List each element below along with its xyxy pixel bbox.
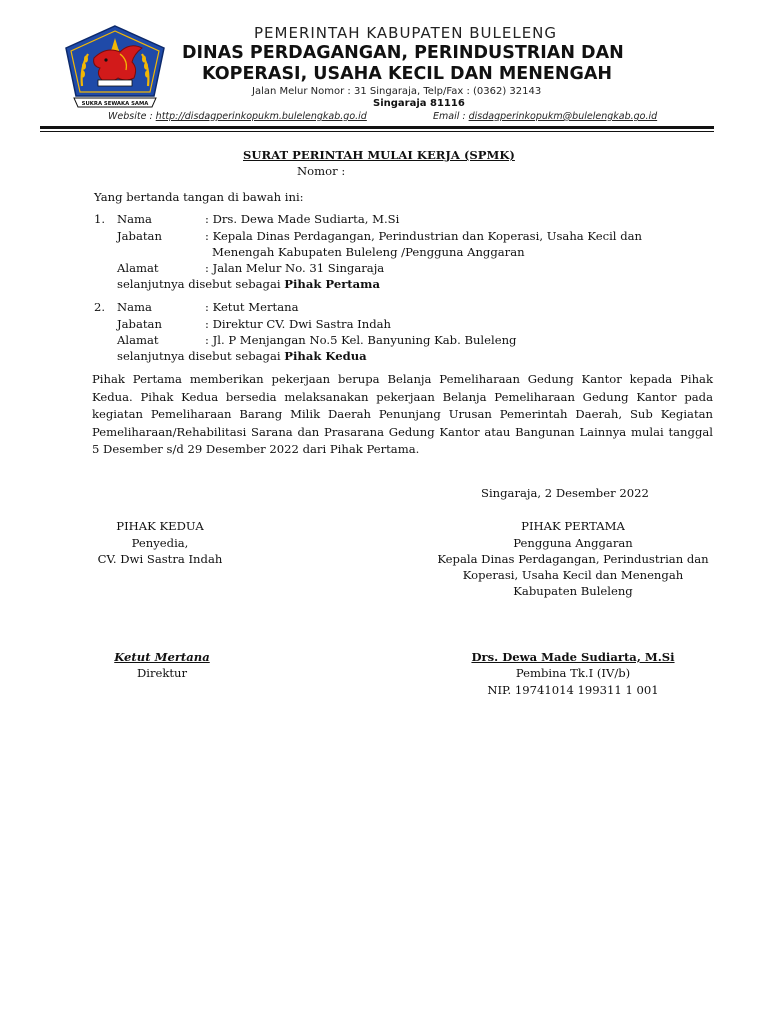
letterhead-divider-thick bbox=[40, 126, 714, 129]
party-2-address: : Jl. P Menjangan No.5 Kel. Banyuning Kab. Buleleng bbox=[205, 333, 517, 347]
buleleng-regency-emblem-icon bbox=[62, 24, 168, 110]
party-1-name: : Drs. Dewa Made Sudiarta, M.Si bbox=[205, 212, 400, 226]
party-2-position: : Direktur CV. Dwi Sastra Indah bbox=[205, 317, 392, 331]
left-signatory-title: Direktur bbox=[136, 666, 188, 680]
email-label: Email : bbox=[433, 111, 469, 122]
government-name: PEMERINTAH KABUPATEN BULELENG bbox=[254, 24, 558, 42]
left-signatory-name: Ketut Mertana bbox=[114, 650, 210, 664]
party-1-designation bbox=[117, 277, 380, 292]
letter-number: Nomor : bbox=[297, 164, 346, 178]
emblem-ribbon-text: SUKRA SEWAKA SAMA bbox=[81, 101, 149, 107]
website-label: Website : bbox=[108, 111, 156, 122]
office-address: Jalan Melur Nomor : 31 Singaraja, Telp/Fax : (0362) 32143 bbox=[252, 86, 542, 97]
party-2-designation-text: selanjutnya disebut sebagai bbox=[117, 349, 285, 363]
right-office-line-3: Kabupaten Buleleng bbox=[513, 584, 633, 598]
party-1-designation-term: Pihak Pertama bbox=[284, 277, 380, 291]
party-2-designation bbox=[117, 349, 367, 364]
right-signatory-nip: NIP. 19741014 199311 1 001 bbox=[487, 683, 659, 697]
intro-text: Yang bertanda tangan di bawah ini: bbox=[94, 190, 304, 204]
right-office-line-1: Kepala Dinas Perdagangan, Perindustrian dan bbox=[437, 552, 709, 566]
right-signatory-rank: Pembina Tk.I (IV/b) bbox=[515, 666, 631, 680]
email-line bbox=[433, 111, 657, 122]
website-link[interactable]: http://disdagperinkopukm.bulelengkab.go.id bbox=[155, 111, 367, 122]
right-party-role: Pengguna Anggaran bbox=[513, 536, 633, 550]
party-1-designation-text: selanjutnya disebut sebagai bbox=[117, 277, 285, 291]
letterhead-divider-thin bbox=[40, 131, 714, 132]
left-party-role: Penyedia, bbox=[131, 536, 189, 550]
left-party-company: CV. Dwi Sastra Indah bbox=[97, 552, 223, 566]
right-office-line-2: Koperasi, Usaha Kecil dan Menengah bbox=[462, 568, 684, 582]
right-party-label: PIHAK PERTAMA bbox=[521, 519, 625, 533]
email-link[interactable]: disdagperinkopukm@bulelengkab.go.id bbox=[468, 111, 658, 122]
party-1-position-line-1: : Kepala Dinas Perdagangan, Perindustrian dan Koperasi, Usaha Kecil dan bbox=[205, 229, 643, 243]
left-party-label: PIHAK KEDUA bbox=[116, 519, 204, 533]
office-city: Singaraja 81116 bbox=[373, 98, 465, 109]
party-1-position-label: Jabatan bbox=[117, 229, 162, 243]
party-2-designation-term: Pihak Kedua bbox=[284, 349, 367, 363]
party-2-name-label: Nama bbox=[117, 300, 152, 314]
party-2-position-label: Jabatan bbox=[117, 317, 162, 331]
party-1-name-label: Nama bbox=[117, 212, 152, 226]
website-line bbox=[108, 111, 367, 122]
letter-title: SURAT PERINTAH MULAI KERJA (SPMK) bbox=[243, 148, 515, 162]
place-and-date: Singaraja, 2 Desember 2022 bbox=[481, 486, 649, 500]
department-name-line-2: KOPERASI, USAHA KECIL DAN MENENGAH bbox=[202, 64, 613, 84]
body-paragraph: Pihak Pertama memberikan pekerjaan berupa Belanja Pemeliharaan Gedung Kantor kepada Pihak Kedua. Pihak Kedua bersedia melaksanakan pekerjaan Belanja Pemeliharaan Gedung Kantor pada kegiatan Pemeliharaan Barang Milik Daerah Penunjang Urusan Pemerintah Daerah, Sub Kegiatan Pemeliharaan/Rehabilitasi Sarana dan Prasarana Gedung Kantor atau Bangunan Lainnya mulai tanggal 5 Desember s/d 29 Desember 2022 dari Pihak Pertama. bbox=[92, 372, 713, 456]
right-signatory-name: Drs. Dewa Made Sudiarta, M.Si bbox=[471, 650, 675, 664]
letterhead bbox=[0, 0, 768, 140]
party-2-name: : Ketut Mertana bbox=[205, 300, 299, 314]
party-1-address-label: Alamat bbox=[117, 261, 159, 275]
department-name-line-1: DINAS PERDAGANGAN, PERINDUSTRIAN DAN bbox=[182, 43, 624, 63]
party-1-address: : Jalan Melur No. 31 Singaraja bbox=[205, 261, 385, 275]
party-2-number: 2. bbox=[94, 300, 106, 314]
party-1-number: 1. bbox=[94, 212, 106, 226]
party-1-position-line-2: Menengah Kabupaten Buleleng /Pengguna Anggaran bbox=[212, 245, 525, 259]
party-2-address-label: Alamat bbox=[117, 333, 159, 347]
